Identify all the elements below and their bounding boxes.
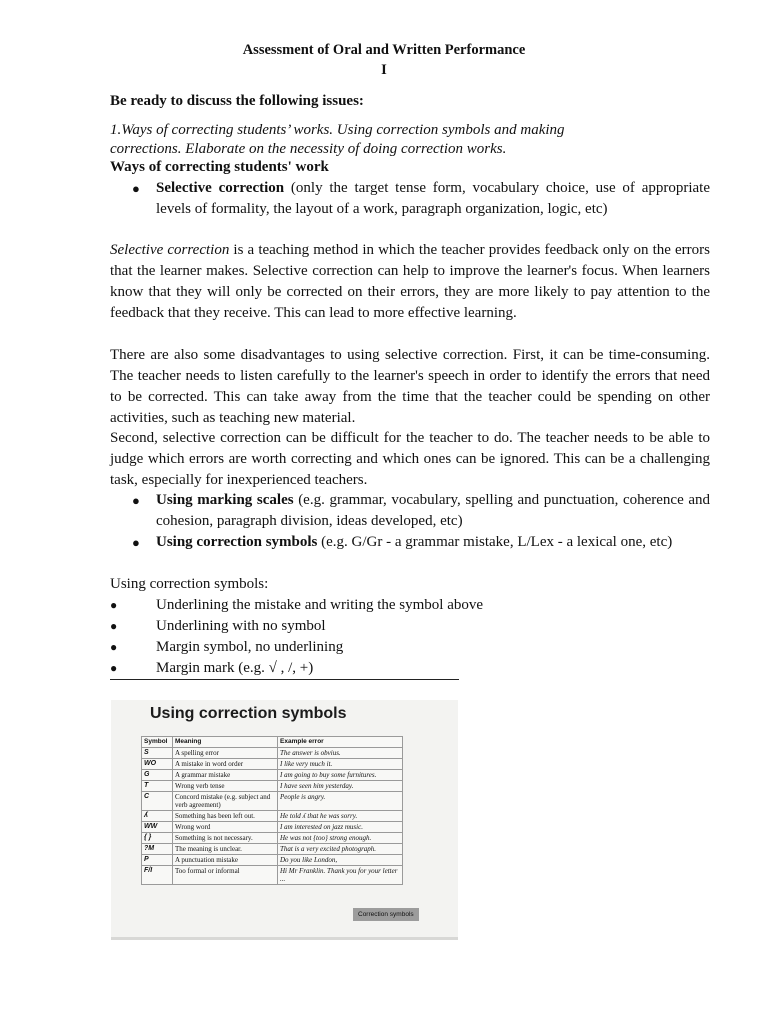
table-cell-meaning: A punctuation mistake [173,855,278,866]
table-cell-symbol: { } [142,833,173,844]
bullet-dot: ● [132,493,140,508]
table-row [142,844,403,855]
column-header-symbol: Symbol [142,737,173,748]
table-cell-example: I am interested on jazz music. [278,822,403,833]
column-header-example: Example error [278,737,403,748]
table-header-row [142,737,403,748]
table-cell-meaning: Something has been left out. [173,811,278,822]
table-row [142,833,403,844]
table-cell-meaning: A mistake in word order [173,759,278,770]
bullet-selective-correction [110,178,710,220]
bullet-description: (only the target tense form, vocabulary choice, use of appropriate levels of formality, the layout of a work, paragraph organization, logic, etc) [156,180,710,217]
document-title: Assessment of Oral and Written Performance [242,42,526,58]
table-row [142,822,403,833]
bullet-dot: ● [110,619,118,633]
paragraph-disadvantages: There are also some disadvantages to using selective correction. First, it can be time-consuming. The teacher needs to listen carefully to the learner's speech in order to identify the errors that need to be corrected. This can take away from the time that the teacher could be spending on other activities, such as teaching new material. [110,347,710,426]
divider-line [110,679,459,680]
intro-line: Be ready to discuss the following issues: [110,93,364,109]
bullet-bold-term: Using marking scales [156,492,294,508]
table-cell-symbol: G [142,770,173,781]
bullet-dot: ● [110,598,118,612]
table-cell-example: I have seen him yesterday. [278,781,403,792]
symbols-table-body [142,748,403,885]
bullet-description: (e.g. G/Gr - a grammar mistake, L/Lex - a lexical one, etc) [317,534,673,550]
table-cell-symbol: C [142,792,173,811]
table-row [142,748,403,759]
table-cell-meaning: A grammar mistake [173,770,278,781]
figure-bottom-edge [111,937,458,940]
table-cell-symbol: ʎ [142,811,173,822]
correction-symbols-figure [111,700,458,940]
question-line-1: 1.Ways of correcting students’ works. Using correction symbols and making [110,122,565,138]
list-item: ● Underlining the mistake and writing the symbol above [110,595,710,616]
column-header-meaning: Meaning [173,737,278,748]
bullet-bold-term: Selective correction [156,180,285,196]
bullet-dot: ● [132,181,140,196]
document-part-number: I [381,62,387,78]
table-row [142,866,403,885]
italic-term: Selective correction [110,242,230,258]
table-cell-meaning: Something is not necessary. [173,833,278,844]
bullet-description: (e.g. grammar, vocabulary, spelling and punctuation, coherence and cohesion, paragraph division, ideas developed, etc) [156,492,710,529]
table-row [142,792,403,811]
table-cell-meaning: Concord mistake (e.g. subject and verb agreement) [173,792,278,811]
table-cell-example: Hi Mr Franklin. Thank you for your letter ... [278,866,403,885]
table-cell-example: He told ʎ that he was sorry. [278,811,403,822]
table-row [142,770,403,781]
paragraph-difficulty: Second, selective correction can be difficult for the teacher to do. The teacher needs to be able to judge which errors are worth correcting and which ones can be ignored. This can be a challenging task, especially for inexperienced teachers. [110,430,710,488]
section-subheading: Ways of correcting students' work [110,159,329,175]
table-cell-meaning: Wrong verb tense [173,781,278,792]
list-item: ● Underlining with no symbol [110,616,710,637]
table-cell-symbol: WW [142,822,173,833]
table-cell-symbol: S [142,748,173,759]
table-cell-meaning: Too formal or informal [173,866,278,885]
symbols-intro: Using correction symbols: [110,576,269,592]
table-cell-symbol: T [142,781,173,792]
table-cell-symbol: P [142,855,173,866]
table-cell-symbol: F/I [142,866,173,885]
figure-title: Using correction symbols [150,705,347,722]
table-cell-symbol: ?M [142,844,173,855]
bullet-correction-symbols [110,532,710,553]
table-cell-meaning: A spelling error [173,748,278,759]
table-cell-example: Do you like London, [278,855,403,866]
table-cell-example: People is angry. [278,792,403,811]
table-cell-example: That is a very excited photograph. [278,844,403,855]
table-row [142,759,403,770]
table-row [142,781,403,792]
table-row [142,855,403,866]
list-item: ● Margin mark (e.g. √ , /, +) [110,658,710,679]
bullet-bold-term: Using correction symbols [156,534,318,550]
table-cell-example: The answer is obvius. [278,748,403,759]
bullet-dot: ● [110,661,118,675]
table-cell-example: I like very much it. [278,759,403,770]
table-cell-example: He was not {too} strong enough. [278,833,403,844]
list-item: ● Margin symbol, no underlining [110,637,710,658]
figure-caption: Correction symbols [353,908,419,921]
bullet-dot: ● [110,640,118,654]
table-cell-example: I am going to buy some furnitures. [278,770,403,781]
question-line-2: corrections. Elaborate on the necessity of doing correction works. [110,141,507,157]
paragraph-definition [110,240,710,324]
table-cell-meaning: Wrong word [173,822,278,833]
bullet-marking-scales [110,490,710,532]
table-row [142,811,403,822]
table-cell-symbol: WO [142,759,173,770]
paragraph-text: is a teaching method in which the teacher provides feedback only on the errors that the learner makes. Selective correction can help to improve the learner's focus. When learners know that they will only be corrected on their errors, they are more likely to pay attention to the feedback that they receive. This can lead to more effective learning. [110,242,710,321]
symbols-table [141,736,403,885]
bullet-dot: ● [132,535,140,550]
table-cell-meaning: The meaning is unclear. [173,844,278,855]
